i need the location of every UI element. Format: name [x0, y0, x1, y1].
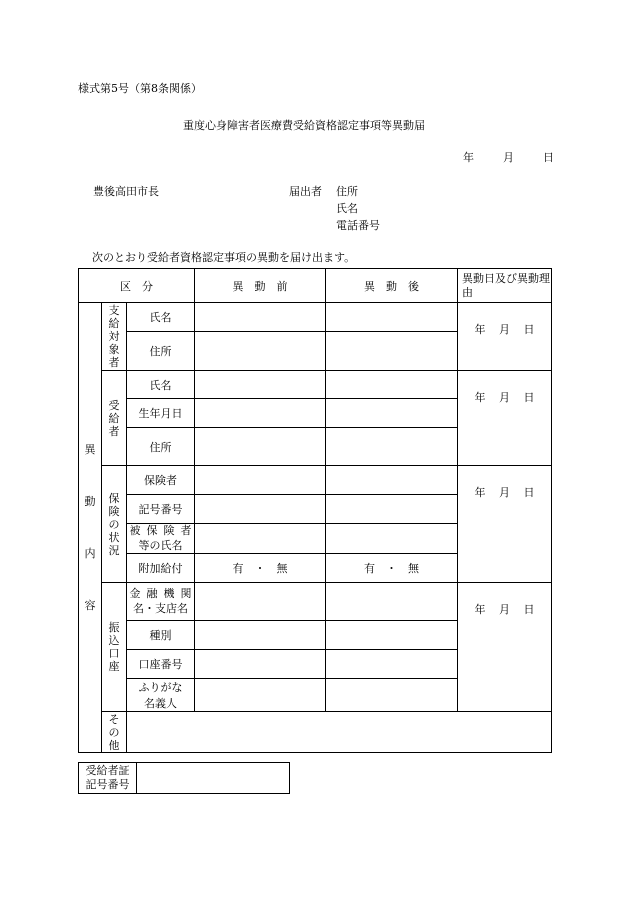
group-label-recipient: 受 給 者 [102, 371, 127, 466]
support-address-before-field[interactable] [195, 332, 326, 371]
submission-date [463, 149, 554, 165]
recipient-birthdate-after-field[interactable] [326, 399, 458, 428]
recipient-address-before-field[interactable] [195, 428, 326, 466]
group-label-insurance: 保 険 の 状 況 [102, 466, 127, 583]
header-after: 異 動 後 [326, 269, 458, 303]
section-label-change-details: 異 動 内 容 [79, 303, 102, 753]
date-year: 年 [463, 151, 474, 164]
account-number-before-field[interactable] [195, 650, 326, 679]
account-holder-before-field[interactable] [195, 679, 326, 712]
change-table [78, 268, 552, 753]
bank-branch-before-field[interactable] [195, 583, 326, 621]
row-label-additional-benefit: 附加給付 [127, 554, 195, 583]
additional-benefit-after-choice[interactable]: 有 ・ 無 [326, 554, 458, 583]
header-category: 区 分 [79, 269, 195, 303]
header-before: 異 動 前 [195, 269, 326, 303]
support-address-after-field[interactable] [326, 332, 458, 371]
insurer-after-field[interactable] [326, 466, 458, 495]
insured-name-before-field[interactable] [195, 524, 326, 554]
notifier-phone-label: 電話番号 [336, 219, 380, 232]
other-field[interactable] [127, 712, 552, 753]
notifier-address-label: 住所 [336, 185, 358, 198]
group-label-support-target: 支 給 対 象 者 [102, 303, 127, 371]
recipient-birthdate-before-field[interactable] [195, 399, 326, 428]
recipient-name-after-field[interactable] [326, 371, 458, 399]
date-day: 日 [543, 151, 554, 164]
row-label-insurer: 保険者 [127, 466, 195, 495]
certificate-number-table [78, 762, 290, 794]
certificate-number-field[interactable] [137, 763, 290, 794]
addressee: 豊後高田市長 [93, 185, 159, 198]
row-label-recipient-name: 氏名 [127, 371, 195, 399]
support-name-before-field[interactable] [195, 303, 326, 332]
support-name-after-field[interactable] [326, 303, 458, 332]
row-label-support-name: 氏名 [127, 303, 195, 332]
group-label-transfer-account: 振 込 口 座 [102, 583, 127, 712]
transfer-date-field[interactable]: 年 月 日 [458, 583, 552, 712]
row-label-symbol-number: 記号番号 [127, 495, 195, 524]
certificate-number-label: 受給者証 記号番号 [79, 763, 137, 794]
recipient-date-field[interactable]: 年 月 日 [458, 371, 552, 466]
date-month: 月 [503, 151, 514, 164]
form-number: 様式第5号（第8条関係） [78, 82, 202, 95]
row-label-account-holder: ふりがな 名義人 [127, 679, 195, 712]
row-label-account-number: 口座番号 [127, 650, 195, 679]
additional-benefit-before-choice[interactable]: 有 ・ 無 [195, 554, 326, 583]
header-date-reason: 異動日及び異動理由 [458, 269, 552, 303]
symbol-number-after-field[interactable] [326, 495, 458, 524]
insured-name-after-field[interactable] [326, 524, 458, 554]
group-label-other: そ の 他 [102, 712, 127, 753]
recipient-name-before-field[interactable] [195, 371, 326, 399]
recipient-address-after-field[interactable] [326, 428, 458, 466]
row-label-insured-name: 被保険者 等の氏名 [127, 524, 195, 554]
notifier-fields [336, 183, 380, 234]
row-label-account-type: 種別 [127, 621, 195, 650]
notifier-name-label: 氏名 [336, 202, 358, 215]
notifier-label: 届出者 [289, 185, 322, 198]
insurer-before-field[interactable] [195, 466, 326, 495]
table-header-row [79, 269, 552, 303]
insurance-date-field[interactable]: 年 月 日 [458, 466, 552, 583]
account-type-before-field[interactable] [195, 621, 326, 650]
symbol-number-before-field[interactable] [195, 495, 326, 524]
bank-branch-after-field[interactable] [326, 583, 458, 621]
row-label-bank-branch: 金融機関 名・支店名 [127, 583, 195, 621]
support-target-date-field[interactable]: 年 月 日 [458, 303, 552, 371]
intro-text: 次のとおり受給者資格認定事項の異動を届け出ます。 [92, 251, 356, 264]
account-number-after-field[interactable] [326, 650, 458, 679]
row-label-support-address: 住所 [127, 332, 195, 371]
form-title: 重度心身障害者医療費受給資格認定事項等異動届 [183, 119, 425, 132]
row-label-recipient-address: 住所 [127, 428, 195, 466]
row-label-recipient-birthdate: 生年月日 [127, 399, 195, 428]
account-type-after-field[interactable] [326, 621, 458, 650]
account-holder-after-field[interactable] [326, 679, 458, 712]
